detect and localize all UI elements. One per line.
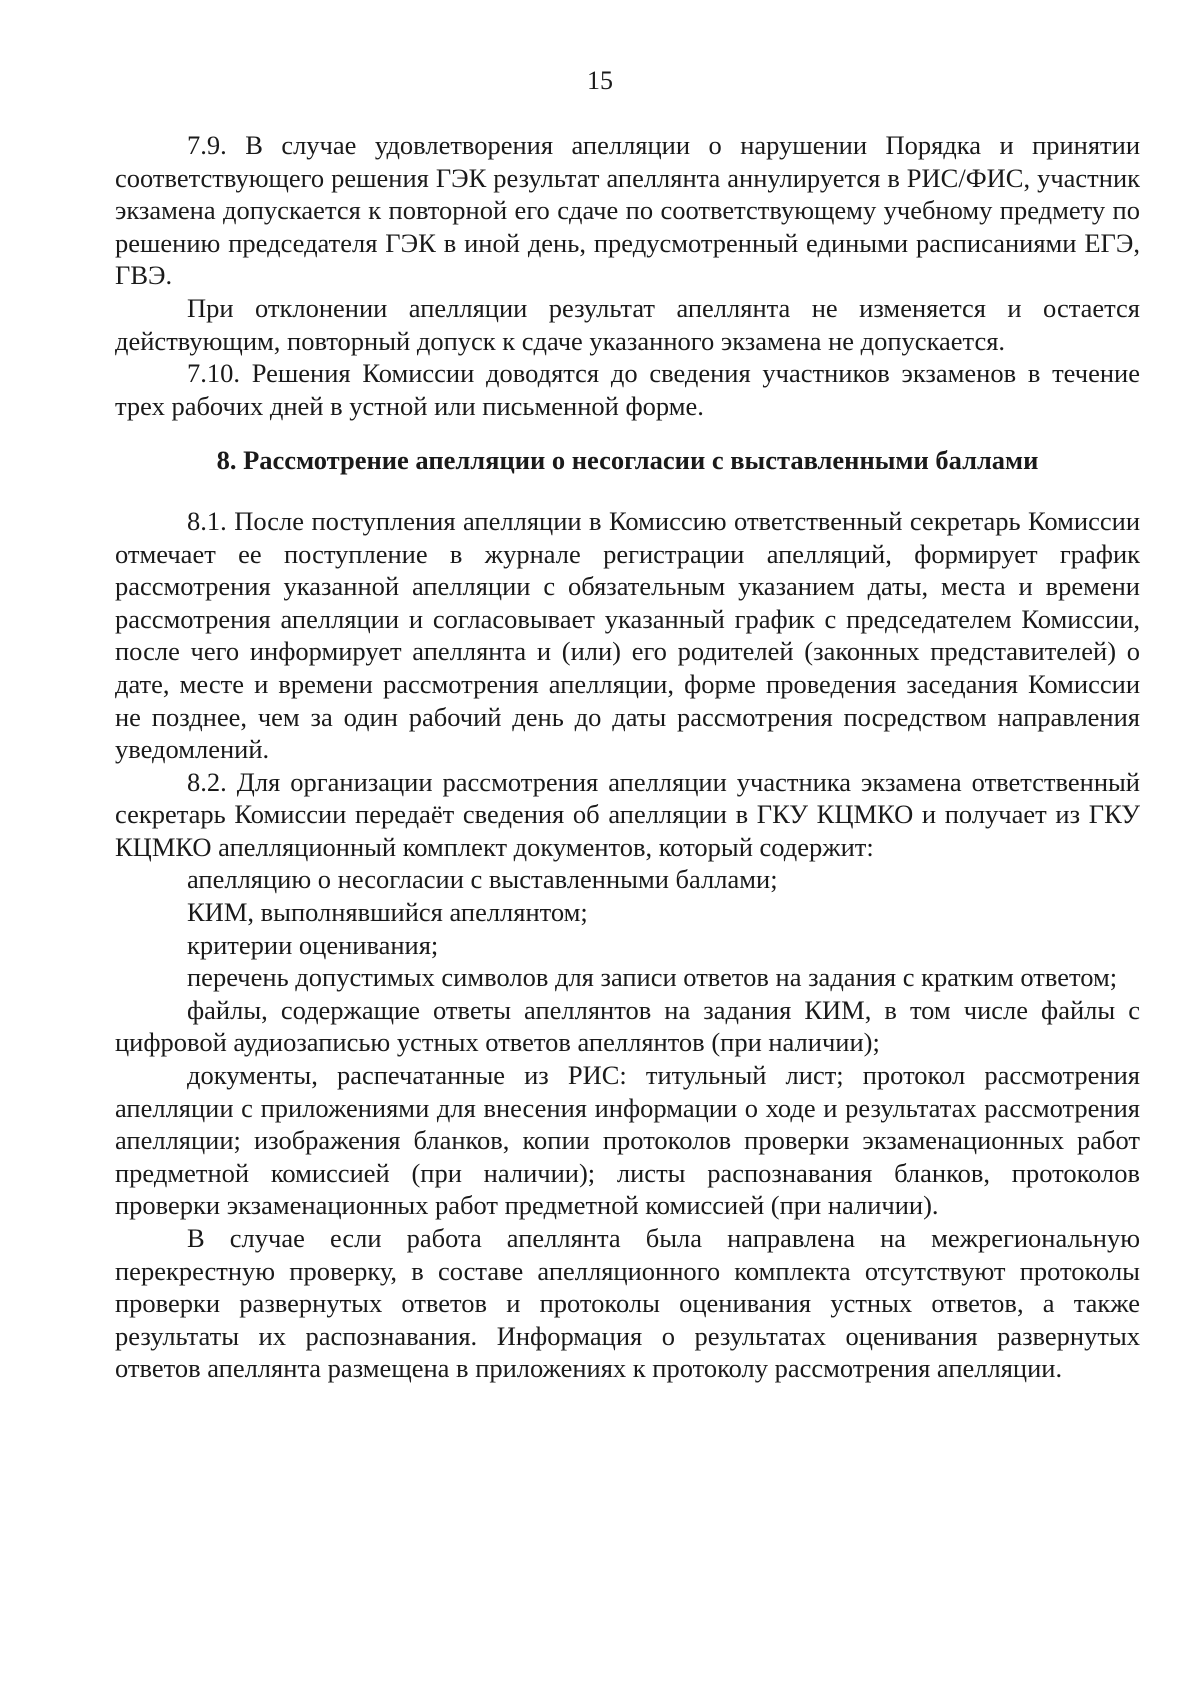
list-item-documents: документы, распечатанные из РИС: титульный лист; протокол рассмотрения апелляции с приложениями для внесения информации о ходе и результатах рассмотрения апелляции; изображения бланков, копии протоколов проверки экзаменационных работ предметной комиссией (при наличии); листы распознавания бланков, протоколов проверки экзаменационных работ предметной комиссией (при наличии). [115,1060,1140,1221]
paragraph-8-1: 8.1. После поступления апелляции в Комиссию ответственный секретарь Комиссии отмечает ее поступление в журнале регистрации апелляций, формирует график рассмотрения указанной апелляции с обязательным указанием даты, места и времени рассмотрения апелляции и согласовывает указанный график с председателем Комиссии, после чего информирует апеллянта и (или) его родителей (законных представителей) о дате, месте и времени рассмотрения апелляции, форме проведения заседания Комиссии не позднее, чем за один рабочий день до даты рассмотрения посредством направления уведомлений. [115,505,1140,765]
paragraph-cross-check: В случае если работа апеллянта была направлена на межрегиональную перекрестную проверку, в составе апелляционного комплекта отсутствуют протоколы проверки развернутых ответов и протоколы оценивания устных ответов, а также результаты их распознавания. Информация о результатах оценивания развернутых ответов апеллянта размещена в приложениях к протоколу рассмотрения апелляции. [115,1223,1140,1384]
list-item-symbols: перечень допустимых символов для записи ответов на задания с кратким ответом; [187,962,1118,993]
list-item-criteria: критерии оценивания; [187,929,439,960]
paragraph-7-9-rejection: При отклонении апелляции результат апеллянта не изменяется и остается действующим, повторный допуск к сдаче указанного экзамена не допускается. [115,292,1140,356]
list-item-appeal: апелляцию о несогласии с выставленными баллами; [187,864,778,895]
document-body [115,129,1140,1385]
section-heading: 8. Рассмотрение апелляции о несогласии с выставленными баллами [216,445,1039,476]
paragraph-7-9: 7.9. В случае удовлетворения апелляции о нарушении Порядка и принятии соответствующего решения ГЭК результат апеллянта аннулируется в РИС/ФИС, участник экзамена допускается к повторной его сдаче по соответствующему учебному предмету по решению председателя ГЭК в иной день, предусмотренный едиными расписаниями ЕГЭ, ГВЭ. [115,130,1140,291]
page-number: 15 [587,66,613,95]
paragraph-7-10: 7.10. Решения Комиссии доводятся до сведения участников экзаменов в течение трех рабочих дней в устной или письменной форме. [115,358,1140,421]
list-item-files: файлы, содержащие ответы апеллянтов на задания КИМ, в том числе файлы с цифровой аудиозаписью устных ответов апеллянтов (при наличии); [115,994,1140,1058]
paragraph-8-2: 8.2. Для организации рассмотрения апелляции участника экзамена ответственный секретарь Комиссии передаёт сведения об апелляции в ГКУ КЦМКО и получает из ГКУ КЦМКО апелляционный комплект документов, который содержит: [115,766,1140,862]
list-item-kim: КИМ, выполнявшийся апеллянтом; [187,897,588,928]
